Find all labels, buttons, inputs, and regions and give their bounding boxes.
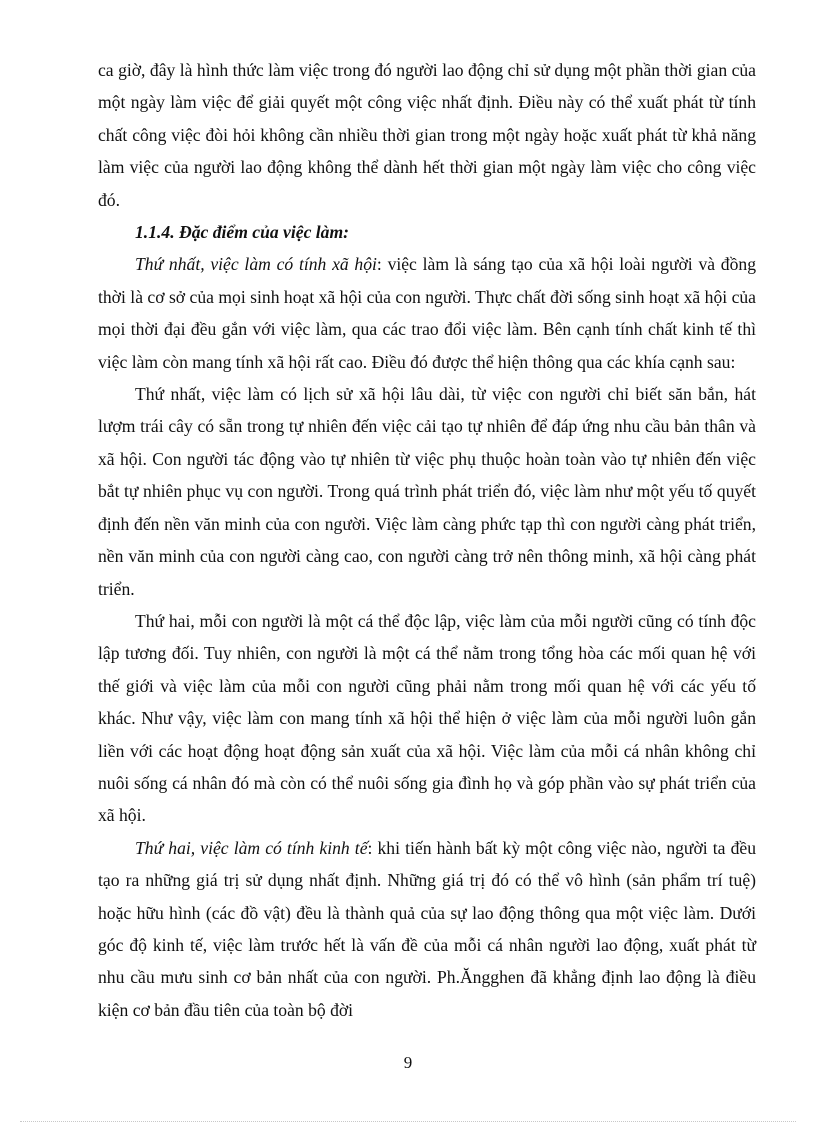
paragraph-text: : khi tiến hành bất kỳ một công việc nào, người ta đều tạo ra những giá trị sử dụng nhất định. Những giá trị đó có thể vô hình (sản phẩm trí tuệ) hoặc hữu hình (các đồ vật) đều là thành quả của sự lao động thông qua một việc làm. Dưới góc độ kinh tế, việc làm trước hết là vấn đề của mỗi cá nhân người lao động, xuất phát từ nhu cầu mưu sinh cơ bản nhất của con người. Ph.Ăngghen đã khẳng định lao động là điều kiện cơ bản đầu tiên của toàn bộ đời bbox=[98, 837, 756, 1020]
paragraph-lead-italic: Thứ hai, việc làm có tính kinh tế bbox=[135, 837, 368, 858]
paragraph-text: Thứ nhất, việc làm có lịch sử xã hội lâu dài, từ việc con người chỉ biết săn bắn, hát lượm trái cây có sẵn trong tự nhiên đến việc cải tạo tự nhiên để đáp ứng nhu cầu bản thân và xã hội. Con người tác động vào tự nhiên từ việc phụ thuộc hoàn toàn vào tự nhiên đến việc bắt tự nhiên phục vụ con người. Trong quá trình phát triển đó, việc làm như một yếu tố quyết định đến nền văn minh của con người. Việc làm càng phức tạp thì con người càng phát triển, nền văn minh của con người càng cao, con người càng trở nên thông minh, xã hội càng phát triển. bbox=[98, 384, 756, 599]
section-heading: 1.1.4. Đặc điểm của việc làm: bbox=[135, 222, 350, 243]
paragraph-text: Thứ hai, mỗi con người là một cá thể độc lập, việc làm của mỗi người cũng có tính độc lập tương đối. Tuy nhiên, con người là một cá thể nằm trong tổng hòa các mối quan hệ với thế giới và việc làm của mỗi con người cũng phải nằm trong mối quan hệ với các yếu tố khác. Như vậy, việc làm con mang tính xã hội thể hiện ở việc làm của mỗi người luôn gắn liền với các hoạt động hoạt động sản xuất của xã hội. Việc làm của mỗi cá nhân không chỉ nuôi sống cá nhân đó mà còn có thể nuôi sống gia đình họ và góp phần vào sự phát triển của xã hội. bbox=[98, 610, 756, 826]
paragraph-history bbox=[98, 378, 756, 605]
paragraph-part-time-work bbox=[98, 54, 756, 216]
paragraph-economic-nature bbox=[98, 832, 756, 1026]
paragraph-text: : việc làm là sáng tạo của xã hội loài người và đồng thời là cơ sở của mọi sinh hoạt xã hội của con người. Thực chất đời sống sinh hoạt xã hội của mọi thời đại đều gắn với việc làm, qua các trao đổi việc làm. Bên cạnh tính chất kinh tế thì việc làm còn mang tính xã hội rất cao. Điều đó được thể hiện thông qua các khía cạnh sau: bbox=[98, 254, 756, 372]
paragraph-lead-italic: Thứ nhất, việc làm có tính xã hội bbox=[135, 254, 377, 275]
document-page bbox=[98, 54, 756, 1026]
page-bottom-divider bbox=[20, 1121, 796, 1122]
paragraph-independence bbox=[98, 605, 756, 832]
paragraph-social-nature bbox=[98, 248, 756, 378]
paragraph-text: ca giờ, đây là hình thức làm việc trong đó người lao động chỉ sử dụng một phần thời gian của một ngày làm việc để giải quyết một công việc nhất định. Điều này có thể xuất phát từ tính chất công việc đòi hỏi không cần nhiều thời gian trong một ngày hoặc xuất phát từ khả năng làm việc của người lao động không thể dành hết thời gian một ngày làm việc cho công việc đó. bbox=[98, 60, 756, 210]
page-number: 9 bbox=[403, 1053, 413, 1072]
